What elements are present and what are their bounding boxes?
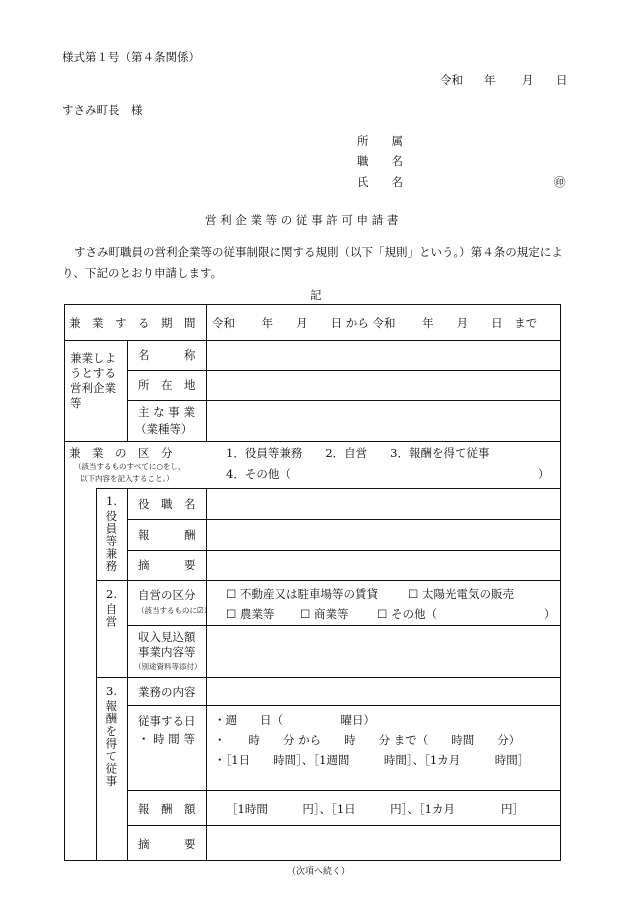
checkbox-agri[interactable]: ☐ — [226, 607, 237, 621]
option-commerce-label: 商業等 — [314, 607, 349, 621]
self-income-note: （別途資料等添付） — [134, 662, 202, 671]
section2-number: 2. — [106, 587, 117, 601]
section2-label: 自営 — [104, 603, 119, 628]
self-income-label-line2: 事業内容等 — [138, 645, 196, 659]
body-text-line1: すさみ町職員の営利企業等の従事制限に関する規則（以下「規則」という。）第４条の規定によ — [74, 245, 563, 259]
category-options-line2[interactable]: 4．その他（ — [226, 467, 291, 481]
option-other-close: ） — [544, 607, 556, 621]
option-solar-label: 太陽光電気の販売 — [422, 587, 514, 601]
paid-days-label-line2: ・ 時 間 等 — [138, 732, 195, 746]
date-day: 日 — [556, 73, 568, 87]
checkbox-commerce[interactable]: ☐ — [300, 607, 311, 621]
company-address-label: 所 在 地 — [138, 378, 196, 392]
section3-label: 報酬を得て従事 — [104, 700, 119, 788]
paid-days-line1[interactable]: ・週 日（ 曜日） — [214, 713, 375, 727]
section1-number: 1. — [106, 494, 117, 508]
paid-summary-label: 摘 要 — [138, 837, 196, 851]
company-label-line1: 兼業しよ — [70, 351, 116, 365]
self-income-label-line1: 収入見込額 — [138, 630, 196, 644]
period-label: 兼 業 す る 期 間 — [69, 316, 196, 330]
applicant-name-label: 氏 名 — [357, 175, 403, 189]
period-value[interactable]: 令和 年 月 日 から 令和 年 月 日 まで — [212, 316, 538, 330]
company-label-line2: うとする — [70, 366, 116, 380]
paid-days-line2[interactable]: ・ 時 分 から 時 分 まで（ 時間 分） — [214, 733, 521, 747]
paid-content-field[interactable] — [207, 678, 560, 705]
section1-label: 役員等兼務 — [104, 510, 119, 573]
category-note-line1: （該当するものすべてに○をし、 — [74, 462, 186, 471]
officer-position-label: 役 職 名 — [138, 497, 196, 511]
section3-number: 3. — [106, 684, 117, 698]
paid-content-label: 業務の内容 — [138, 685, 196, 699]
option-other-label: その他（ — [391, 607, 437, 621]
paid-reward-value[interactable]: ［1時間 円］、［1日 円］、［1カ月 円］ — [226, 802, 524, 816]
company-address-field[interactable] — [207, 371, 560, 400]
paid-days-line3[interactable]: ・［1日 時間］、［1週間 時間］、［1カ月 時間］ — [214, 753, 530, 767]
addressee: すさみ町長 様 — [62, 103, 143, 117]
option-agri-label: 農業等 — [240, 607, 275, 621]
applicant-position-label: 職 名 — [357, 154, 403, 168]
category-label: 兼 業 の 区 分 — [69, 446, 173, 460]
category-options-close: ） — [538, 467, 550, 481]
ki-label: 記 — [310, 288, 322, 302]
checkbox-other[interactable]: ☐ — [377, 607, 388, 621]
date-year: 年 — [484, 73, 496, 87]
paid-summary-field[interactable] — [207, 826, 560, 860]
company-business-label-line1: 主 な 事 業 — [138, 405, 195, 419]
officer-reward-field[interactable] — [207, 520, 560, 550]
checkbox-rent[interactable]: ☐ — [226, 587, 237, 601]
date-era: 令和 — [440, 73, 463, 87]
self-income-field[interactable] — [207, 626, 560, 677]
officer-summary-label: 摘 要 — [138, 558, 196, 572]
company-name-field[interactable] — [207, 341, 560, 370]
officer-reward-label: 報 酬 — [138, 528, 196, 542]
applicant-dept-label: 所 属 — [357, 134, 403, 148]
category-options-line1[interactable]: 1．役員等兼務 2．自営 3．報酬を得て従事 — [226, 446, 490, 460]
category-note-line2: 以下内容を記入すること。） — [80, 474, 174, 483]
company-business-field[interactable] — [207, 401, 560, 441]
seal-mark: ㊞ — [554, 175, 566, 189]
company-label-line4: 等 — [70, 396, 82, 410]
continued-note: （次項へ続く） — [287, 867, 351, 877]
form-number: 様式第１号（第４条関係） — [62, 50, 200, 64]
self-type-note: （該当するものに☑） — [137, 606, 212, 615]
document-title: 営 利 企 業 等 の 従 事 許 可 申 請 書 — [205, 213, 399, 227]
self-type-label: 自営の区分 — [138, 588, 196, 602]
paid-days-label-line1: 従事する日 — [138, 714, 196, 728]
option-rent-label: 不動産又は駐車場等の賃貸 — [240, 587, 378, 601]
date-month: 月 — [522, 73, 534, 87]
body-text-line2: り、下記のとおり申請します。 — [62, 266, 223, 280]
checkbox-solar[interactable]: ☐ — [408, 587, 419, 601]
officer-position-field[interactable] — [207, 489, 560, 519]
paid-reward-label: 報 酬 額 — [138, 802, 196, 816]
company-business-label-line2: （業種等） — [135, 422, 193, 436]
officer-summary-field[interactable] — [207, 551, 560, 580]
company-label-line3: 営利企業 — [70, 381, 116, 395]
company-name-label: 名 称 — [138, 348, 196, 362]
